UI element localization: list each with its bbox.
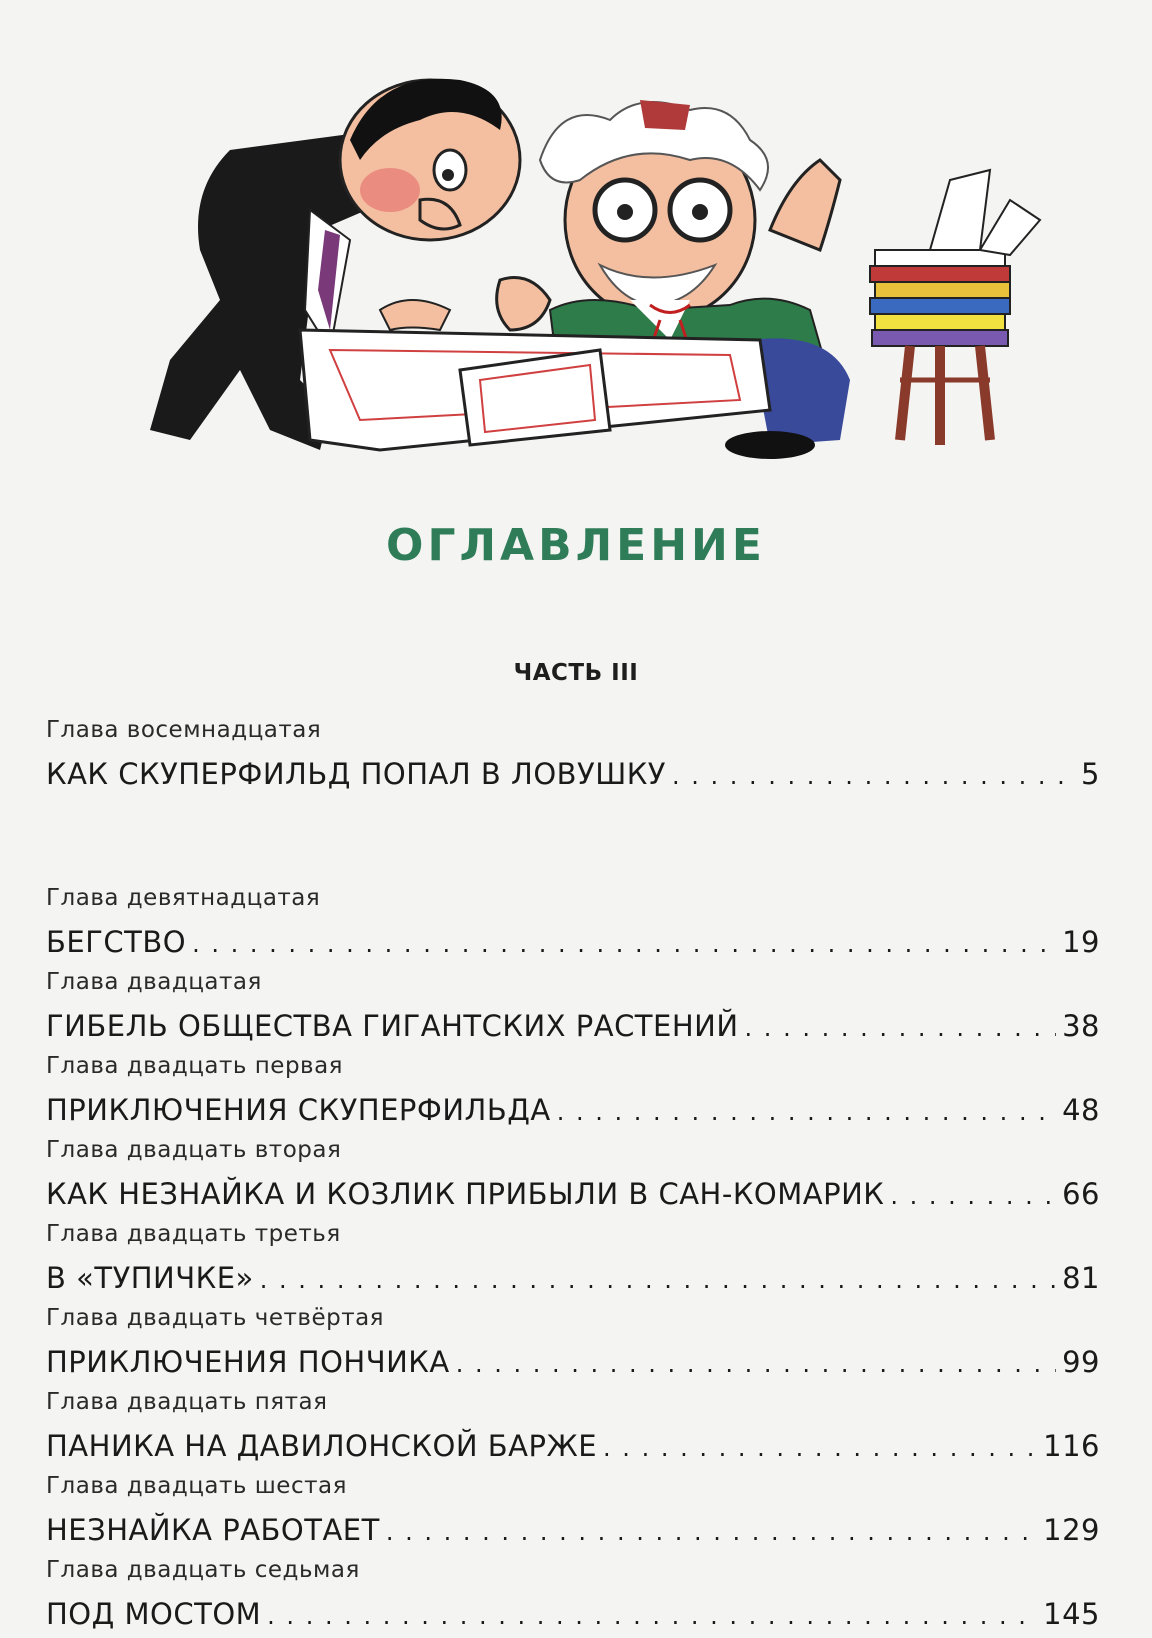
chapter-label: Глава двадцать вторая [46, 1137, 342, 1163]
toc-entry[interactable] [46, 1384, 1100, 1468]
chapter-title: ПРИКЛЮЧЕНИЯ ПОНЧИКА [46, 1345, 450, 1379]
page-number: 99 [1062, 1345, 1100, 1379]
chapter-title: ПРИКЛЮЧЕНИЯ СКУПЕРФИЛЬДА [46, 1093, 551, 1127]
dot-leader [386, 1510, 1037, 1554]
toc-entry[interactable] [46, 712, 1100, 880]
papers-on-table [300, 330, 770, 450]
page-number: 38 [1062, 1009, 1100, 1043]
chapter-label: Глава двадцать седьмая [46, 1557, 360, 1583]
chapter-title: ГИБЕЛЬ ОБЩЕСТВА ГИГАНТСКИХ РАСТЕНИЙ [46, 1009, 739, 1043]
dot-leader [456, 1342, 1056, 1386]
contents-title: ОГЛАВЛЕНИЕ [386, 520, 766, 571]
chapter-label: Глава двадцать шестая [46, 1473, 347, 1499]
toc-entry[interactable] [46, 1552, 1100, 1636]
page-number: 66 [1062, 1177, 1100, 1211]
toc-entry[interactable] [46, 1216, 1100, 1300]
page-number: 81 [1062, 1261, 1100, 1295]
chapter-title: КАК НЕЗНАЙКА И КОЗЛИК ПРИБЫЛИ В САН-КОМАРИК [46, 1177, 885, 1211]
chapter-title: НЕЗНАЙКА РАБОТАЕТ [46, 1513, 380, 1547]
dot-leader [745, 1006, 1057, 1050]
toc-entry[interactable] [46, 1048, 1100, 1132]
toc-entry[interactable] [46, 1468, 1100, 1552]
page-number: 19 [1062, 925, 1100, 959]
chapter-title: В «ТУПИЧКЕ» [46, 1261, 254, 1295]
dot-leader [260, 1258, 1056, 1302]
part-heading: ЧАСТЬ III [513, 660, 639, 686]
dot-leader [557, 1090, 1056, 1134]
page-number: 5 [1081, 757, 1100, 791]
page-number: 116 [1043, 1429, 1100, 1463]
table-of-contents [46, 712, 1100, 1636]
chapter-label: Глава двадцать третья [46, 1221, 341, 1247]
toc-entry[interactable] [46, 880, 1100, 964]
chapter-label: Глава двадцать пятая [46, 1389, 328, 1415]
book-stack-figure [870, 170, 1040, 445]
toc-entry[interactable] [46, 1132, 1100, 1216]
chapter-label: Глава двадцать четвёртая [46, 1305, 385, 1331]
dot-leader [192, 922, 1056, 966]
chapter-label: Глава двадцатая [46, 969, 262, 995]
page-number: 129 [1043, 1513, 1100, 1547]
chapter-label: Глава восемнадцатая [46, 717, 322, 743]
dot-leader [890, 1174, 1056, 1218]
dot-leader [672, 754, 1075, 798]
toc-entry[interactable] [46, 1300, 1100, 1384]
chapter-title: ПОД МОСТОМ [46, 1597, 262, 1631]
toc-entry[interactable] [46, 964, 1100, 1048]
dot-leader [603, 1426, 1037, 1470]
page-number: 145 [1043, 1597, 1100, 1631]
page-number: 48 [1062, 1093, 1100, 1127]
chapter-label: Глава девятнадцатая [46, 885, 321, 911]
chapter-title: БЕГСТВО [46, 925, 187, 959]
cartoon-illustration [130, 50, 1050, 490]
dot-leader [267, 1594, 1037, 1638]
chapter-title: ПАНИКА НА ДАВИЛОНСКОЙ БАРЖЕ [46, 1429, 598, 1463]
chapter-title: КАК СКУПЕРФИЛЬД ПОПАЛ В ЛОВУШКУ [46, 757, 666, 791]
chapter-label: Глава двадцать первая [46, 1053, 344, 1079]
